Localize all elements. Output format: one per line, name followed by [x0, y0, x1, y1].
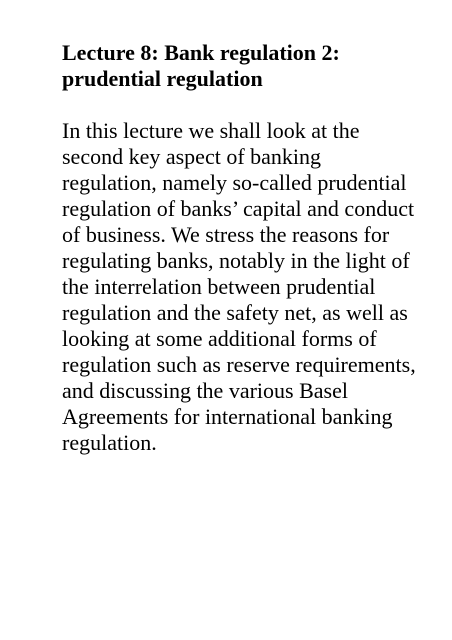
body-line: regulating banks, notably in the light of — [62, 248, 410, 273]
body-line: the interrelation between prudential — [62, 274, 376, 299]
body-line: and discussing the various Basel — [62, 378, 348, 403]
body-line: regulation such as reserve requirements, — [62, 352, 416, 377]
body-line: regulation, namely so-called prudential — [62, 170, 407, 195]
body-line: looking at some additional forms of — [62, 326, 377, 351]
body-line: regulation and the safety net, as well as — [62, 300, 408, 325]
body-line: regulation of banks’ capital and conduct — [62, 196, 415, 221]
body-line: second key aspect of banking — [62, 144, 322, 169]
lecture-title — [62, 40, 412, 92]
title-line: prudential regulation — [62, 66, 263, 91]
title-line: Lecture 8: Bank regulation 2: — [62, 40, 340, 65]
body-line: Agreements for international banking — [62, 404, 393, 429]
lecture-summary — [62, 118, 416, 456]
body-line: of business. We stress the reasons for — [62, 222, 390, 247]
body-line: In this lecture we shall look at the — [62, 118, 360, 143]
document-content — [62, 40, 416, 456]
body-line: regulation. — [62, 430, 157, 455]
